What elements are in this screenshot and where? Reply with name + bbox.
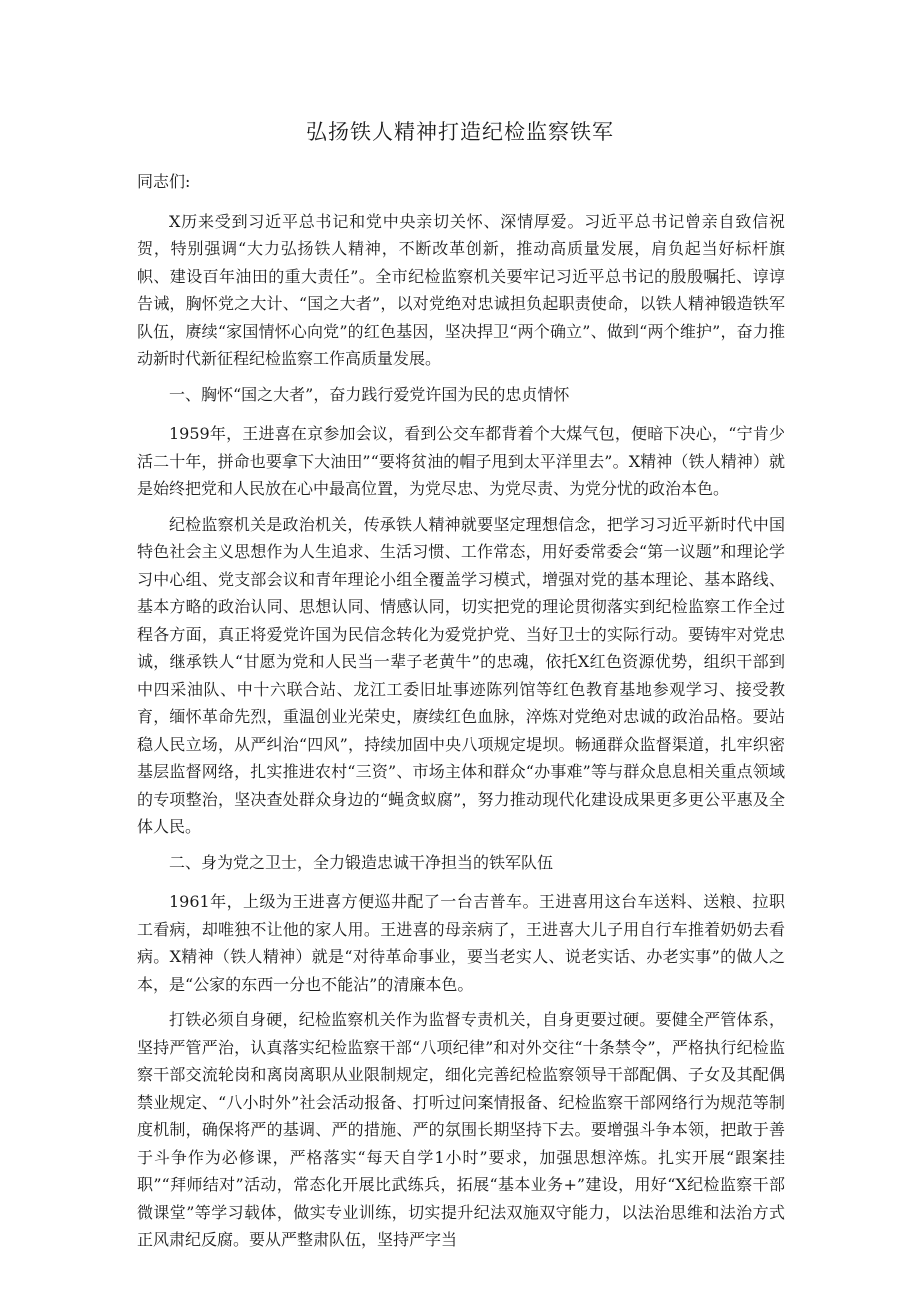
body-paragraph: 纪检监察机关是政治机关，传承铁人精神就要坚定理想信念，把学习习近平新时代中国特色社会主义思想作为人生追求、生活习惯、工作常态，用好委常委会“第一议题”和理论学习中心组、党支部会议和青年理论小组全覆盖学习模式，增强对党的基本理论、基本路线、基本方略的政治认同、思想认同、情感认同，切实把党的理论贯彻落实到纪检监察工作全过程各方面，真正将爱党许国为民信念转化为爱党护党、当好卫士的实际行动。要铸牢对党忠诚，继承铁人“甘愿为党和人民当一辈子老黄牛”的忠魂，依托X红色资源优势，组织干部到中四采油队、中十六联合站、龙江工委旧址事迹陈列馆等红色教育基地参观学习、接受教育，缅怀革命先烈，重温创业光荣史，赓续红色血脉，淬炼对党绝对忠诚的政治品格。要站稳人民立场，从严纠治“四风”，持续加固中央八项规定堤坝。畅通群众监督渠道，扎牢织密基层监督网络，扎实推进农村“三资”、市场主体和群众“办事难”等与群众息息相关重点领域的专项整治，坚决查处群众身边的“蝇贪蚁腐”，努力推动现代化建设成果更多更公平惠及全体人民。 bbox=[137, 514, 785, 836]
body-paragraph: 打铁必须自身硬，纪检监察机关作为监督专责机关，自身更要过硬。要健全严管体系，坚持严管严治，认真落实纪检监察干部“八项纪律”和对外交往“十条禁令”，严格执行纪检监察干部交流轮岗和离岗离职从业限制规定，细化完善纪检监察领导干部配偶、子女及其配偶禁业规定、“八小时外”社会活动报备、打听过问案情报备、纪检监察干部网络行为规范等制度机制，确保将严的基调、严的措施、严的氛围长期坚持下去。要增强斗争本领，把敢于善于斗争作为必修课，严格落实“每天自学1小时”要求，加强思想淬炼。扎实开展“跟案挂职”“拜师结对”活动，常态化开展比武练兵，拓展“基本业务+”建设，用好“X纪检监察干部微课堂”等学习载体，做实专业训练，切实提升纪法双施双守能力，以法治思维和法治方式正风肃纪反腐。要从严整肃队伍，坚持严字当 bbox=[137, 1010, 785, 1249]
section-heading-1: 一、胸怀“国之大者”，奋力践行爱党许国为民的忠贞情怀 bbox=[169, 384, 570, 404]
document-title: 弘扬铁人精神打造纪检监察铁军 bbox=[306, 120, 614, 144]
body-paragraph: 1959年，王进喜在京参加会议，看到公交车都背着个大煤气包，便暗下决心，“宁肯少活二十年，拼命也要拿下大油田”“要将贫油的帽子甩到太平洋里去”。X精神（铁人精神）就是始终把党和人民放在心中最高位置，为党尽忠、为党尽责、为党分忧的政治本色。 bbox=[137, 424, 785, 498]
body-paragraph: 1961年，上级为王进喜方便巡井配了一台吉普车。王进喜用这台车送料、送粮、拉职工看病，却唯独不让他的家人用。王进喜的母亲病了，王进喜大儿子用自行车推着奶奶去看病。X精神（铁人精神）就是“对待革命事业，要当老实人、说老实话、办老实事”的做人之本，是“公家的东西一分也不能沾”的清廉本色。 bbox=[137, 892, 785, 994]
salutation: 同志们: bbox=[137, 172, 191, 191]
document-body bbox=[137, 168, 785, 1262]
section-heading-2: 二、身为党之卫士，全力锻造忠诚干净担当的铁军队伍 bbox=[169, 852, 554, 872]
intro-paragraph: X历来受到习近平总书记和党中央亲切关怀、深情厚爱。习近平总书记曾亲自致信祝贺，特别强调“大力弘扬铁人精神，不断改革创新，推动高质量发展，肩负起当好标杆旗帜、建设百年油田的重大责任”。全市纪检监察机关要牢记习近平总书记的殷殷嘱托、谆谆告诫，胸怀党之大计、“国之大者”，以对党绝对忠诚担负起职责使命，以铁人精神锻造铁军队伍，赓续“家国情怀心向党”的红色基因，坚决捍卫“两个确立”、做到“两个维护”，奋力推动新时代新征程纪检监察工作高质量发展。 bbox=[137, 211, 785, 368]
